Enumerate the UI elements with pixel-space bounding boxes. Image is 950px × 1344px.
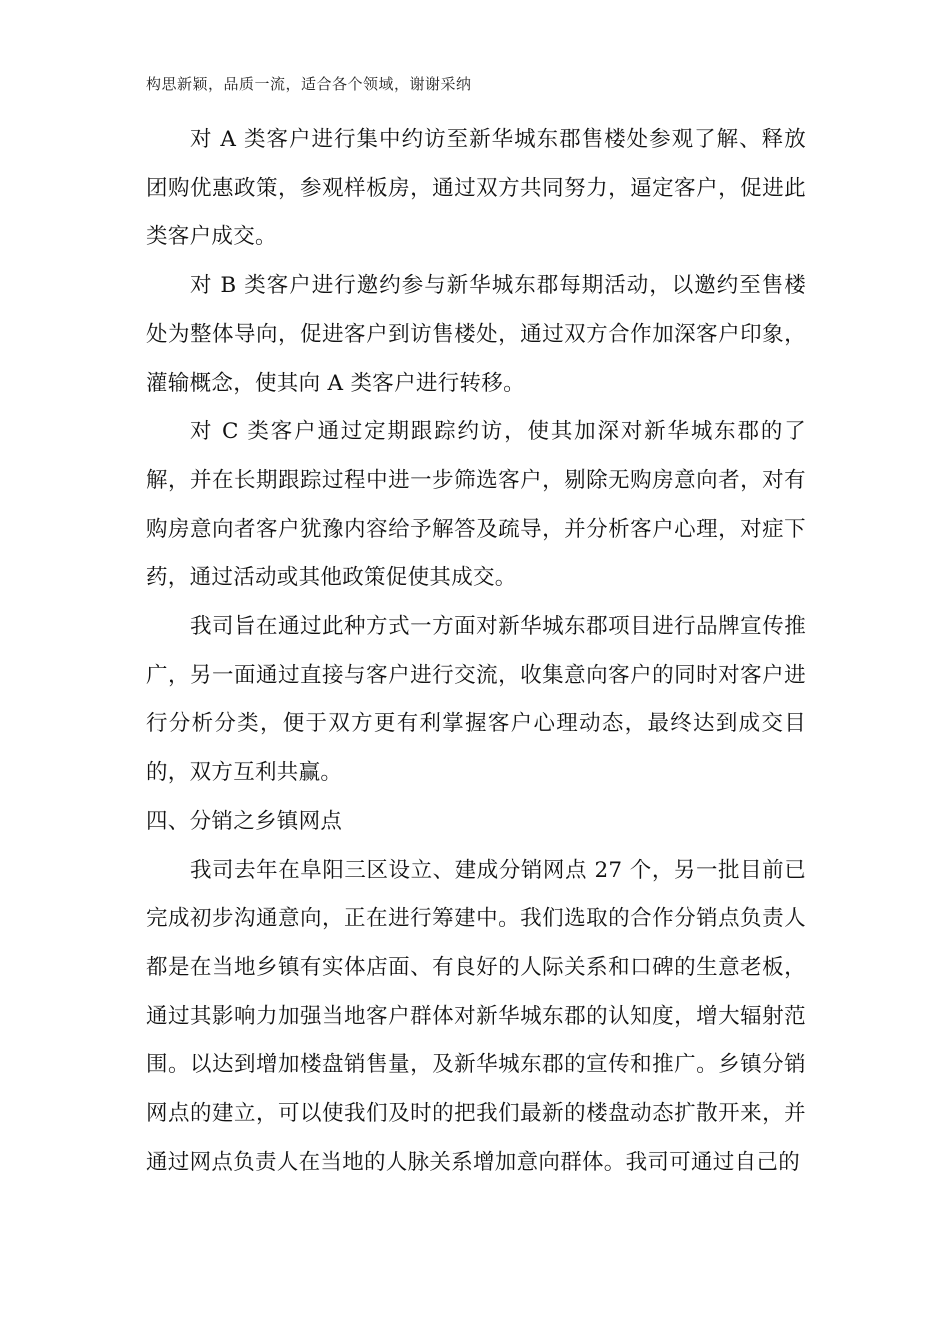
paragraph-company-purpose: 我司旨在通过此种方式一方面对新华城东郡项目进行品牌宣传推广，另一面通过直接与客户进行交流，收集意向客户的同时对客户进行分析分类，便于双方更有利掌握客户心理动态，最终达到成交目的，双方互利共赢。	[146, 614, 806, 786]
paragraph-class-b-clients: 对 B 类客户进行邀约参与新华城东郡每期活动，以邀约至售楼处为整体导向，促进客户到访售楼处，通过双方合作加深客户印象，灌输概念，使其向 A 类客户进行转移。	[146, 273, 806, 396]
header-note: 构思新颖，品质一流，适合各个领域，谢谢采纳	[146, 75, 472, 93]
paragraph-class-a-clients: 对 A 类客户进行集中约访至新华城东郡售楼处参观了解、释放团购优惠政策，参观样板房，通过双方共同努力，逼定客户，促进此类客户成交。	[146, 127, 806, 250]
document-body	[146, 116, 806, 1187]
paragraph-class-c-clients: 对 C 类客户通过定期跟踪约访，使其加深对新华城东郡的了解，并在长期跟踪过程中进一步筛选客户，剔除无购房意向者，对有购房意向者客户犹豫内容给予解答及疏导，并分析客户心理，对症下药，通过活动或其他政策促使其成交。	[146, 419, 806, 591]
section-heading: 四、分销之乡镇网点	[146, 808, 343, 834]
paragraph-township-distribution: 我司去年在阜阳三区设立、建成分销网点 27 个，另一批目前已完成初步沟通意向，正在进行筹建中。我们选取的合作分销点负责人都是在当地乡镇有实体店面、有良好的人际关系和口碑的生意老板，通过其影响力加强当地客户群体对新华城东郡的认知度，增大辐射范围。以达到增加楼盘销售量，及新华城东郡的宣传和推广。乡镇分销网点的建立，可以使我们及时的把我们最新的楼盘动态扩散开来，并通过网点负责人在当地的人脉关系增加意向群体。我司可通过自己的	[146, 857, 806, 1175]
